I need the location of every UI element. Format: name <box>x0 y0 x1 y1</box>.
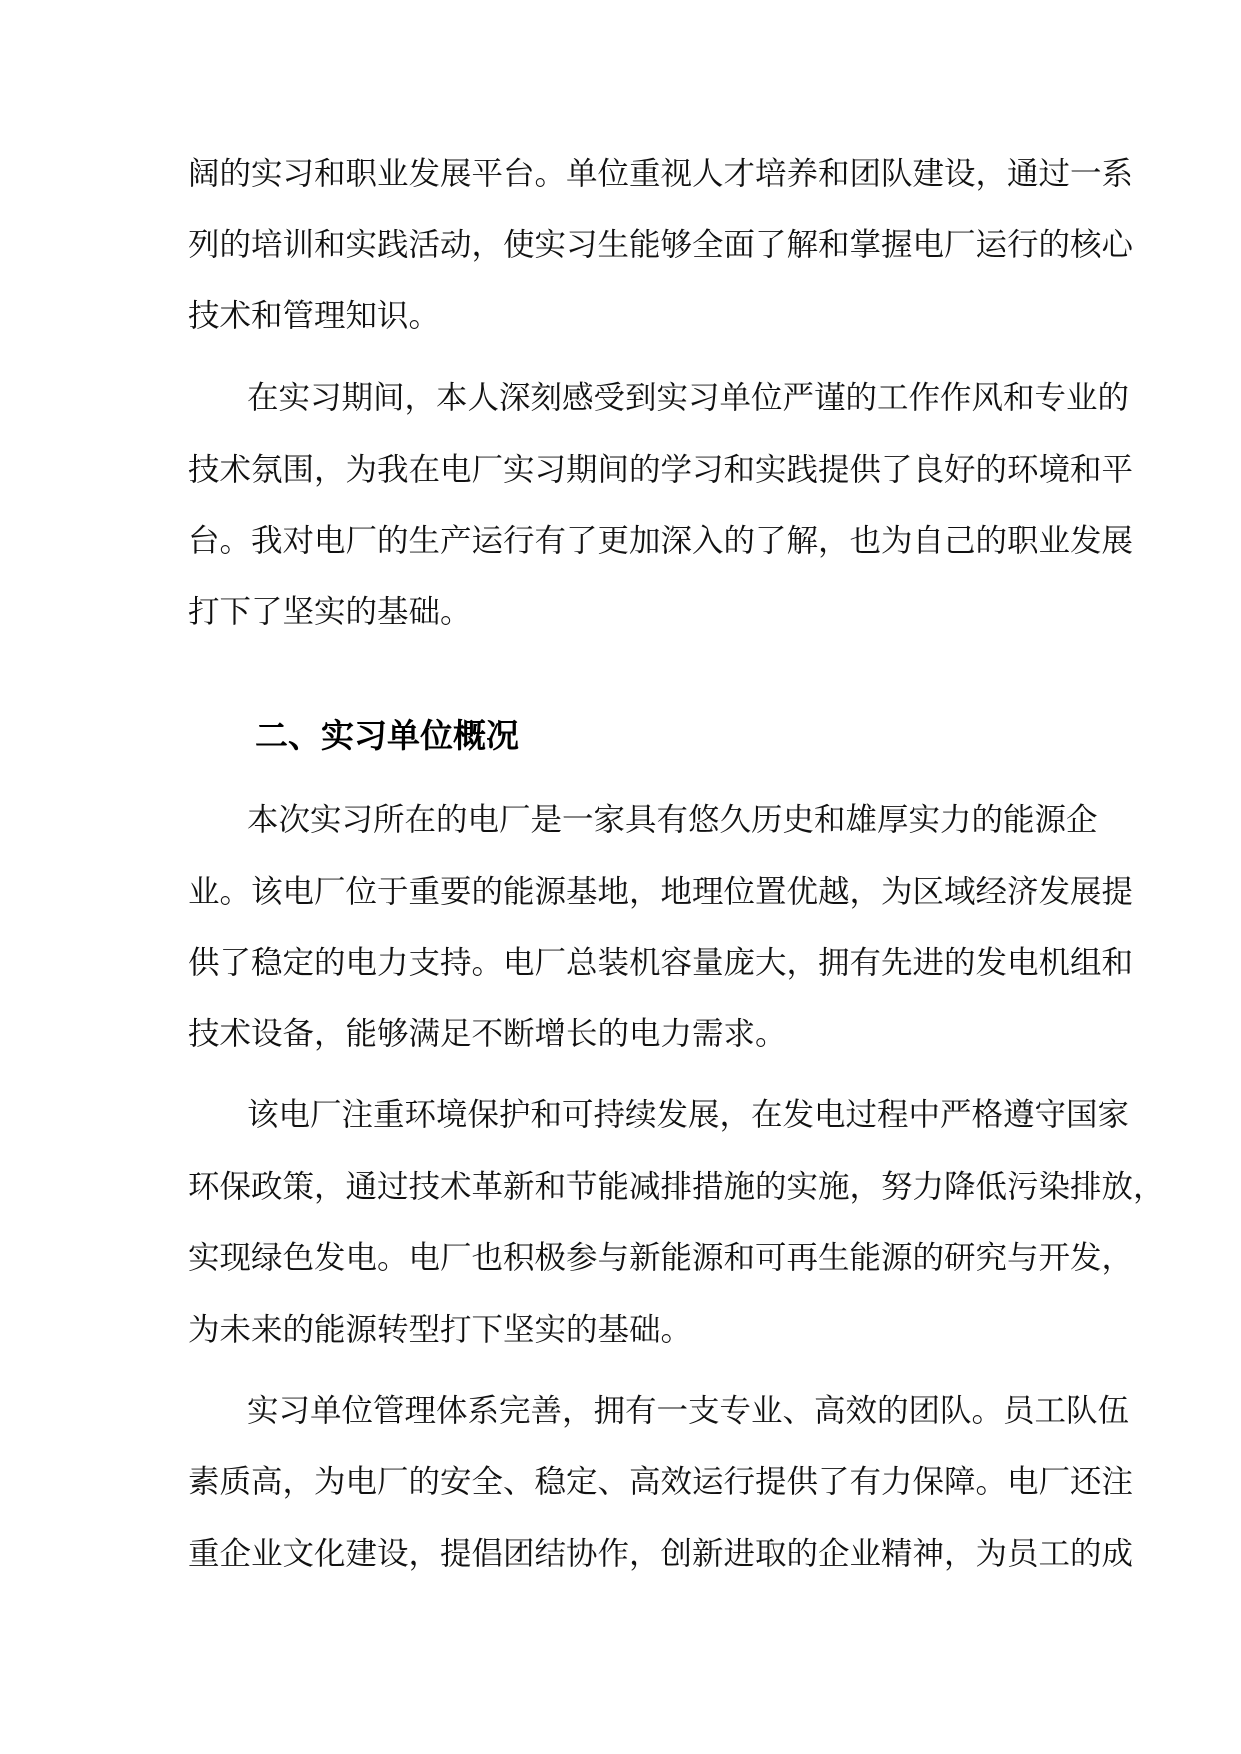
paragraph-line: 该电厂注重环境保护和可持续发展，在发电过程中严格遵守国家 <box>247 1097 1130 1133</box>
paragraph-line: 供了稳定的电力支持。电厂总装机容量庞大，拥有先进的发电机组和 <box>188 945 1134 981</box>
paragraph-line: 技术氛围，为我在电厂实习期间的学习和实践提供了良好的环境和平 <box>188 452 1134 488</box>
paragraph-line: 技术设备，能够满足不断增长的电力需求。 <box>188 1016 787 1052</box>
paragraph-line: 台。我对电厂的生产运行有了更加深入的了解，也为自己的职业发展 <box>188 523 1134 559</box>
paragraph-line: 实习单位管理体系完善，拥有一支专业、高效的团队。员工队伍 <box>247 1393 1130 1429</box>
paragraph-line: 阔的实习和职业发展平台。单位重视人才培养和团队建设，通过一系 <box>188 156 1134 192</box>
paragraph-line: 打下了坚实的基础。 <box>188 594 472 630</box>
paragraph-line: 技术和管理知识。 <box>188 298 441 334</box>
paragraph-line: 素质高，为电厂的安全、稳定、高效运行提供了有力保障。电厂还注 <box>188 1464 1134 1500</box>
section-heading: 二、实习单位概况 <box>255 716 519 755</box>
paragraph-line: 列的培训和实践活动，使实习生能够全面了解和掌握电厂运行的核心 <box>188 227 1134 263</box>
paragraph-line: 为未来的能源转型打下坚实的基础。 <box>188 1312 693 1348</box>
paragraph-line: 环保政策，通过技术革新和节能减排措施的实施，努力降低污染排放， <box>188 1169 1165 1205</box>
paragraph-line: 本次实习所在的电厂是一家具有悠久历史和雄厚实力的能源企 <box>247 802 1098 838</box>
paragraph-line: 实现绿色发电。电厂也积极参与新能源和可再生能源的研究与开发， <box>188 1240 1134 1276</box>
paragraph-line: 在实习期间，本人深刻感受到实习单位严谨的工作作风和专业的 <box>247 380 1130 416</box>
paragraph-line: 业。该电厂位于重要的能源基地，地理位置优越，为区域经济发展提 <box>188 874 1134 910</box>
paragraph-line: 重企业文化建设，提倡团结协作，创新进取的企业精神，为员工的成 <box>188 1536 1134 1572</box>
